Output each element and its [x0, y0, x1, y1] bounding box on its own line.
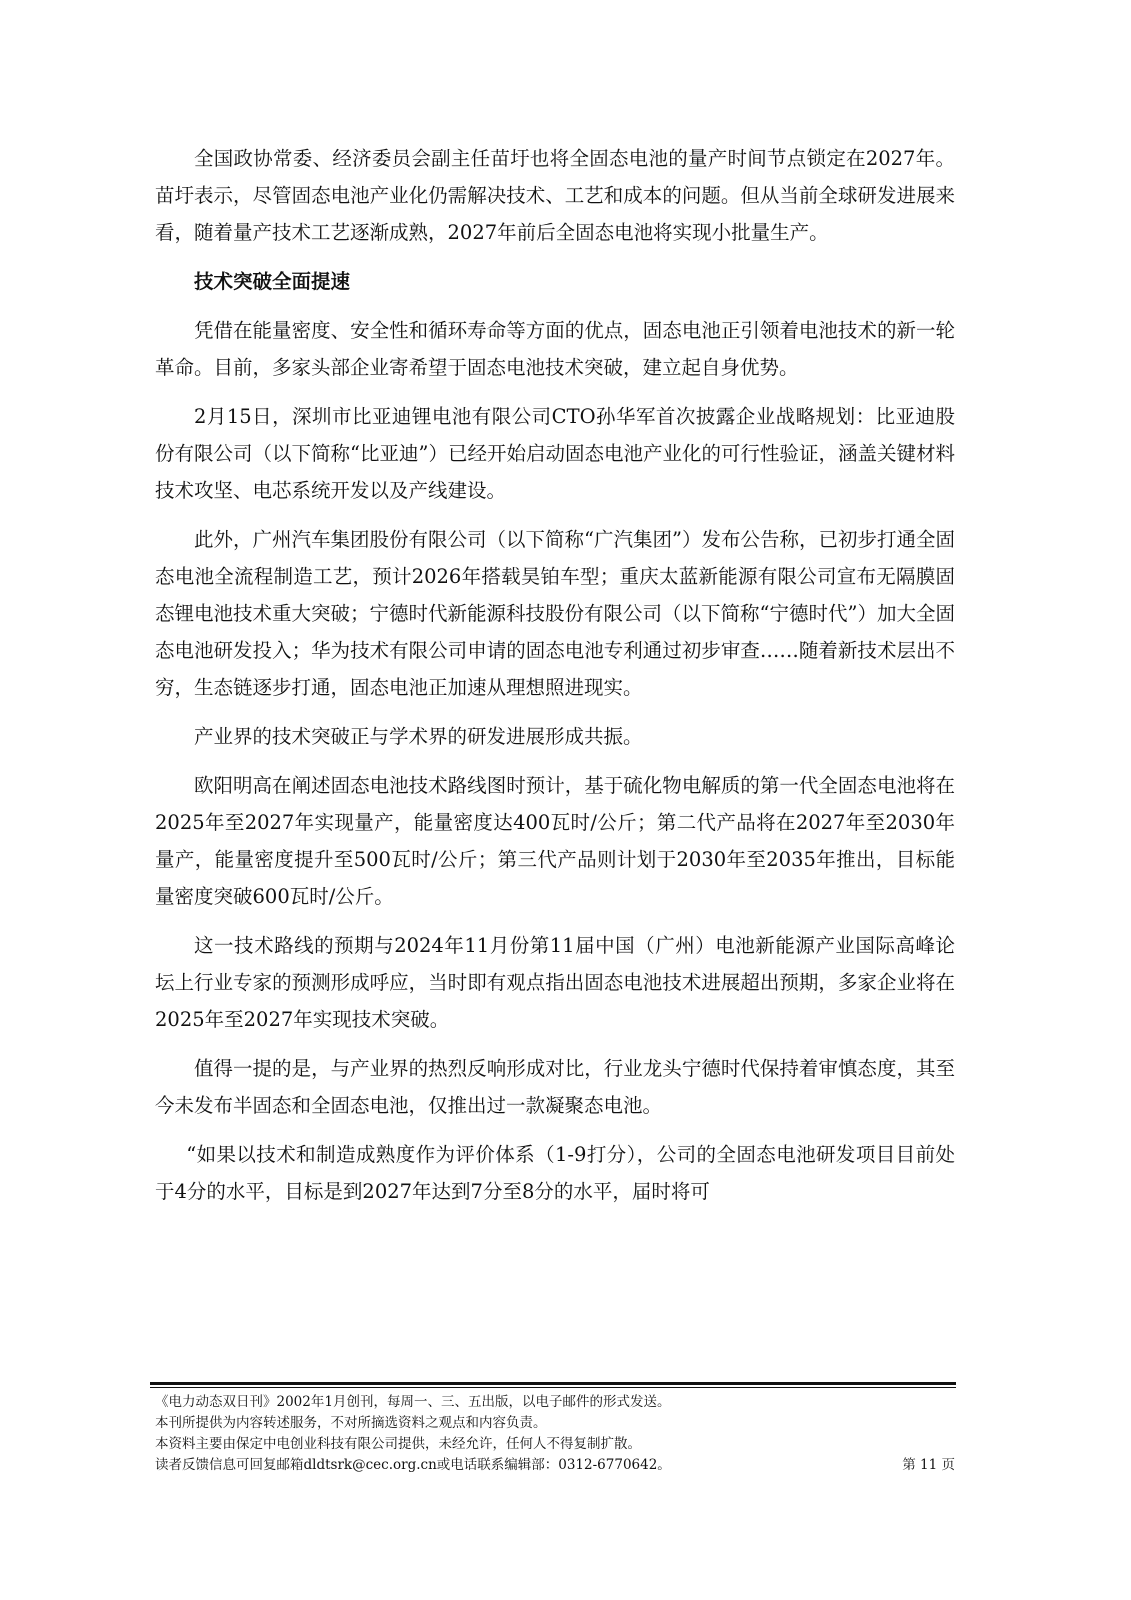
paragraph-forum: 这一技术路线的预期与2024年11月份第11届中国（广州）电池新能源产业国际高峰论坛上行业专家的预测形成呼应，当时即有观点指出固态电池技术进展超出预期，多家企业将在2025年至2027年实现技术突破。: [155, 934, 955, 1031]
paragraph-miao-wei: 全国政协常委、经济委员会副主任苗圩也将全固态电池的量产时间节点锁定在2027年。苗圩表示，尽管固态电池产业化仍需解决技术、工艺和成本的问题。但从当前全球研发进展来看，随着量产技术工艺逐渐成熟，2027年前后全固态电池将实现小批量生产。: [155, 147, 955, 244]
paragraph-roadmap: 欧阳明高在阐述固态电池技术路线图时预计，基于硫化物电解质的第一代全固态电池将在2025年至2027年实现量产，能量密度达400瓦时/公斤；第二代产品将在2027年至2030年量产，能量密度提升至500瓦时/公斤；第三代产品则计划于2030年至2035年推出，目标能量密度突破600瓦时/公斤。: [155, 774, 955, 908]
footer-copyright: 本资料主要由保定中电创业科技有限公司提供，未经允许，任何人不得复制扩散。: [155, 1436, 641, 1452]
paragraph-industry-progress: 此外，广州汽车集团股份有限公司（以下简称“广汽集团”）发布公告称，已初步打通全固态电池全流程制造工艺，预计2026年搭载昊铂车型；重庆太蓝新能源有限公司宣布无隔膜固态锂电池技术重大突破；宁德时代新能源科技股份有限公司（以下简称“宁德时代”）加大全固态电池研发投入；华为技术有限公司申请的固态电池专利通过初步审查……随着新技术层出不穷，生态链逐步打通，固态电池正加速从理想照进现实。: [155, 528, 955, 699]
paragraph-advantages: 凭借在能量密度、安全性和循环寿命等方面的优点，固态电池正引领着电池技术的新一轮革命。目前，多家头部企业寄希望于固态电池技术突破，建立起自身优势。: [155, 319, 955, 379]
footer-contact: 读者反馈信息可回复邮箱dldtsrk@cec.org.cn或电话联系编辑部：0312-6770642。: [155, 1457, 671, 1473]
page-number: 第 11 页: [902, 1457, 955, 1473]
paragraph-byd: 2月15日，深圳市比亚迪锂电池有限公司CTO孙华军首次披露企业战略规划：比亚迪股份有限公司（以下简称“比亚迪”）已经开始启动固态电池产业化的可行性验证，涵盖关键材料技术攻坚、电芯系统开发以及产线建设。: [155, 405, 955, 502]
paragraph-catl: 值得一提的是，与产业界的热烈反响形成对比，行业龙头宁德时代保持着审慎态度，其至今未发布半固态和全固态电池，仅推出过一款凝聚态电池。: [155, 1057, 955, 1117]
footer-divider-thin: [150, 1387, 956, 1388]
section-heading: 技术突破全面提速: [194, 270, 351, 293]
article-body: [155, 140, 955, 1222]
paragraph-quote: “如果以技术和制造成熟度作为评价体系（1-9打分），公司的全固态电池研发项目目前处于4分的水平，目标是到2027年达到7分至8分的水平，届时将可: [155, 1143, 955, 1203]
footer-contact-row: [155, 1455, 955, 1476]
paragraph-resonance: 产业界的技术突破正与学术界的研发进展形成共振。: [194, 725, 643, 748]
footer-divider-thick: [150, 1382, 956, 1385]
page-footer: [155, 1392, 955, 1476]
footer-publication-info: 《电力动态双日刊》2002年1月创刊，每周一、三、五出版，以电子邮件的形式发送。: [155, 1394, 671, 1410]
footer-disclaimer: 本刊所提供为内容转述服务，不对所摘选资料之观点和内容负责。: [155, 1415, 547, 1431]
